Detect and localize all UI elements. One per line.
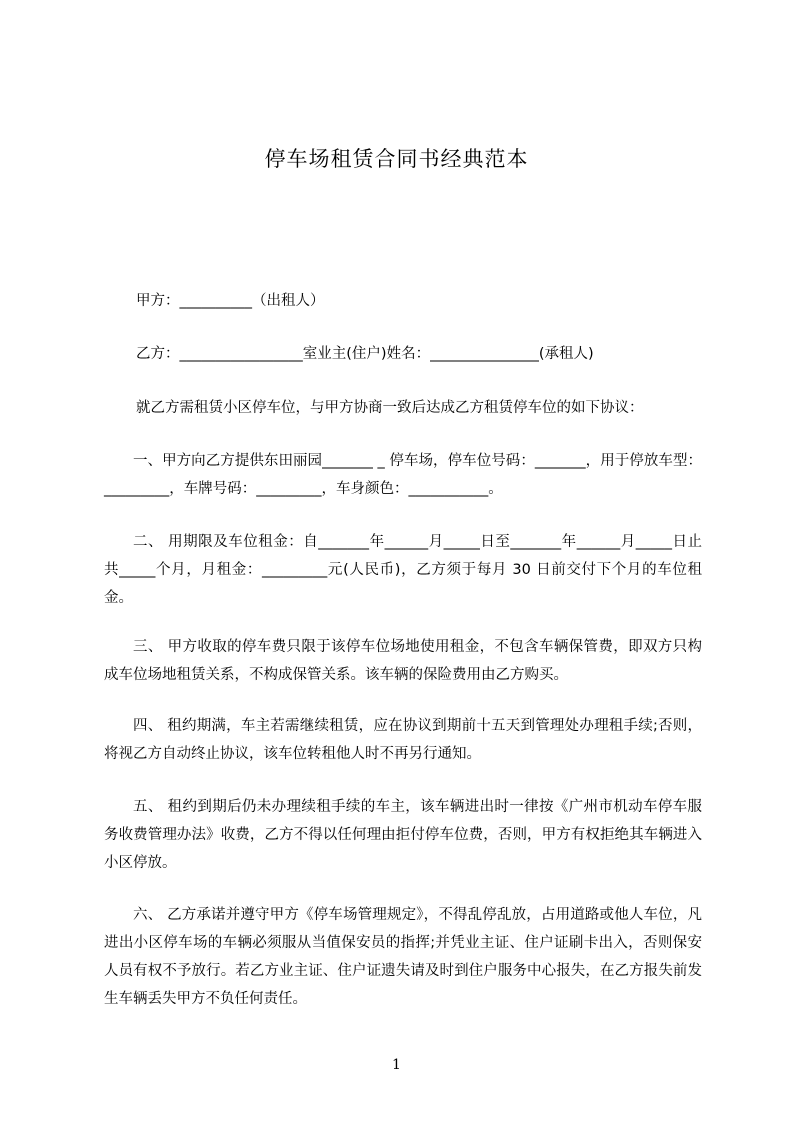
clause-2: 二、 用期限及车位租金：自_______年______月_____日至_______年______月_____日止共_____个月，月租金：_________元(人民币)，乙方须于每月 30 日前交付下个月的车位租金。 xyxy=(104,534,702,606)
document-title: 停车场租赁合同书经典范本 xyxy=(264,147,529,171)
clause-5: 五、 租约到期后仍未办理续租手续的车主，该车辆进出时一律按《广州市机动车停车服务收费管理办法》收费，乙方不得以任何理由拒付停车位费，否则，甲方有权拒绝其车辆进入小区停放。 xyxy=(104,799,702,871)
clause-6: 六、 乙方承诺并遵守甲方《停车场管理规定》，不得乱停乱放，占用道路或他人车位，凡进出小区停车场的车辆必须服从当值保安员的指挥;并凭业主证、住户证刷卡出入，否则保安人员有权不予放行。若乙方业主证、住户证遗失请及时到住户服务中心报失，在乙方报失前发生车辆丢失甲方不负任何责任。 xyxy=(104,907,702,1007)
clause-3: 三、 甲方收取的停车费只限于该停车位场地使用租金，不包含车辆保管费，即双方只构成车位场地租赁关系，不构成保管关系。该车辆的保险费用由乙方购买。 xyxy=(104,639,702,683)
party-a-line: 甲方：__________（出租人） xyxy=(136,293,325,309)
intro-paragraph: 就乙方需租赁小区停车位，与甲方协商一致后达成乙方租赁停车位的如下协议： xyxy=(136,400,644,416)
party-b-line: 乙方：_________________室业主(住户)姓名：_______________(承租人) xyxy=(136,346,594,362)
clause-1: 一、甲方向乙方提供东田丽园_______ _ 停车场，停车位号码：_______，用于停放车型：_________，车牌号码：_________，车身颜色：___________。 xyxy=(104,453,702,497)
page-number: 1 xyxy=(392,1057,401,1073)
clause-4: 四、 租约期满，车主若需继续租赁，应在协议到期前十五天到管理处办理租手续;否则，将视乙方自动终止协议，该车位转租他人时不再另行通知。 xyxy=(104,718,702,762)
